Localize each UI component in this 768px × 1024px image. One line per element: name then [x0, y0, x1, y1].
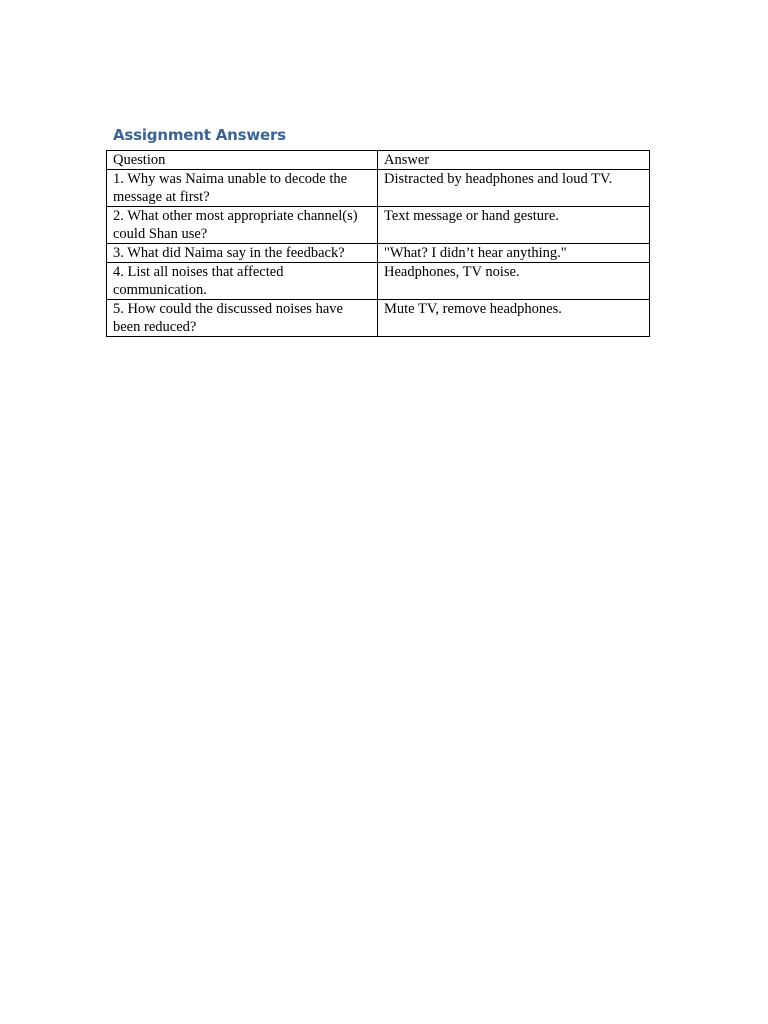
question-cell: 4. List all noises that affected communication.	[107, 263, 378, 300]
column-header-answer: Answer	[378, 151, 650, 170]
question-cell: 3. What did Naima say in the feedback?	[107, 244, 378, 263]
table-row	[107, 170, 650, 207]
question-cell: 1. Why was Naima unable to decode the message at first?	[107, 170, 378, 207]
page-title: Assignment Answers	[113, 126, 286, 144]
question-cell: 2. What other most appropriate channel(s) could Shan use?	[107, 207, 378, 244]
answers-table	[106, 150, 650, 337]
table-row	[107, 244, 650, 263]
answer-cell: "What? I didn’t hear anything."	[378, 244, 650, 263]
table-row	[107, 263, 650, 300]
answer-cell: Text message or hand gesture.	[378, 207, 650, 244]
answer-cell: Distracted by headphones and loud TV.	[378, 170, 650, 207]
question-cell: 5. How could the discussed noises have been reduced?	[107, 300, 378, 337]
table-row	[107, 300, 650, 337]
table-header-row	[107, 151, 650, 170]
table-row	[107, 207, 650, 244]
answer-cell: Headphones, TV noise.	[378, 263, 650, 300]
column-header-question: Question	[107, 151, 378, 170]
answer-cell: Mute TV, remove headphones.	[378, 300, 650, 337]
